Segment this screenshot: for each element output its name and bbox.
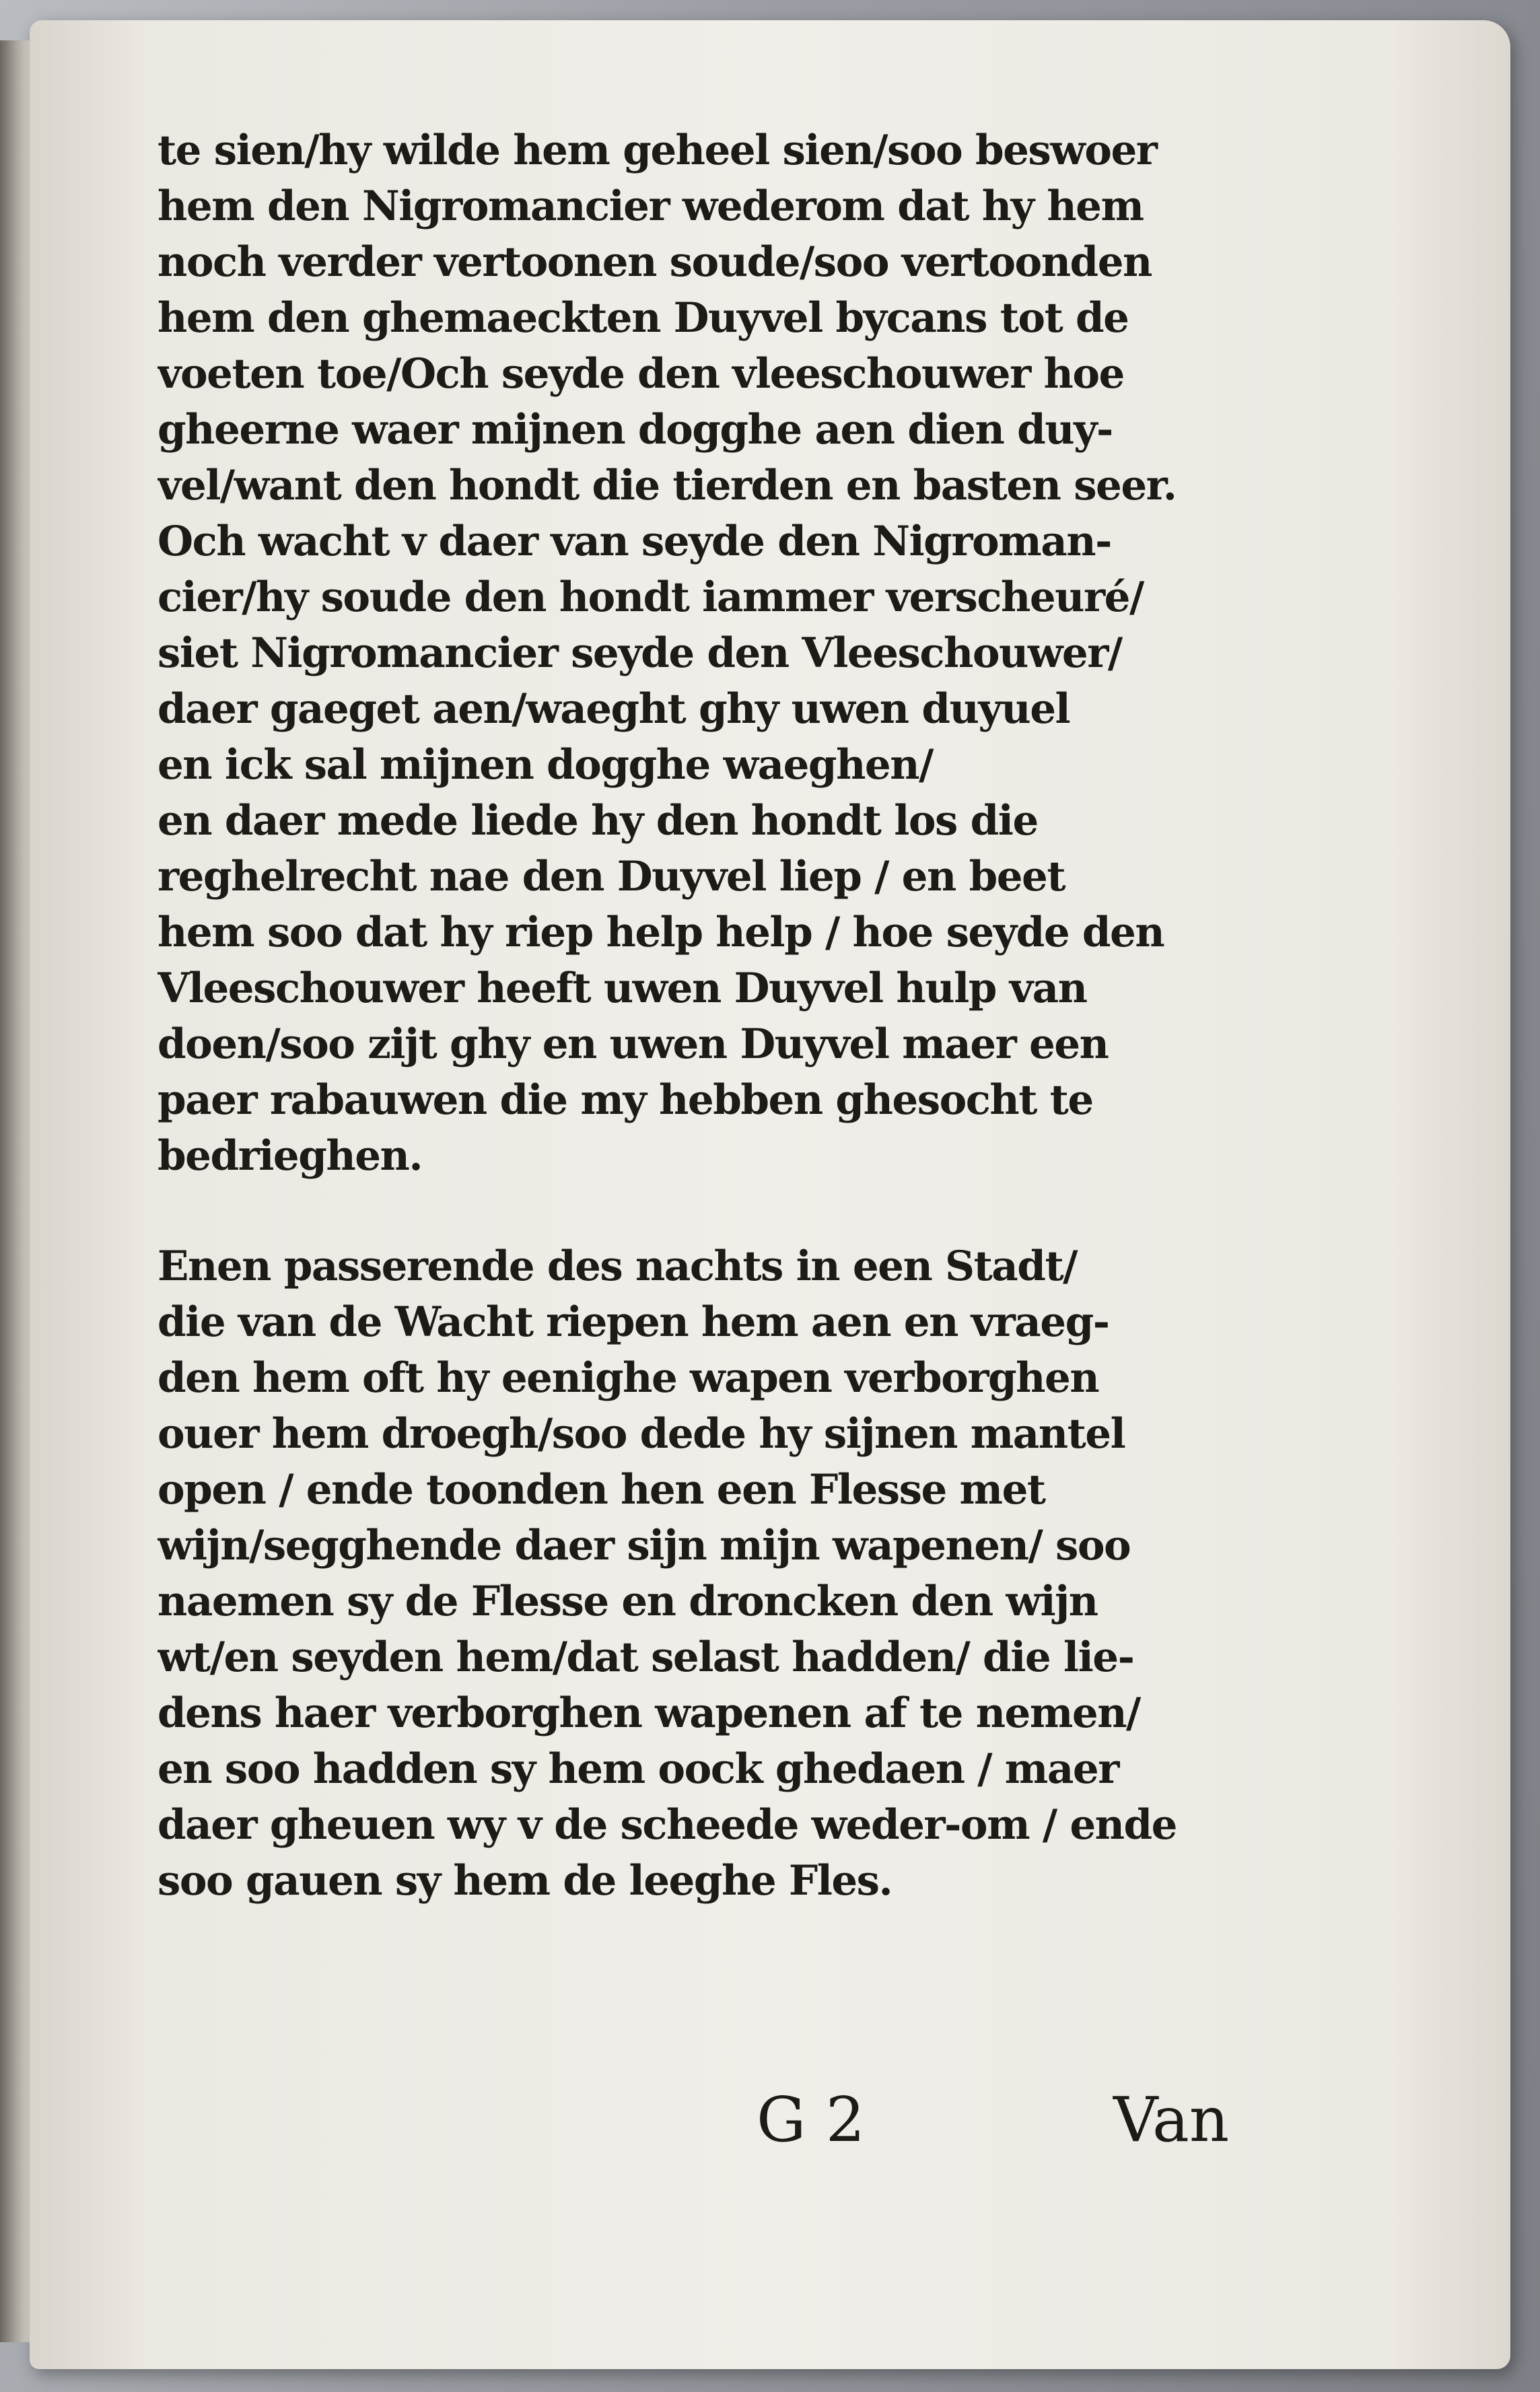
text-line: hem soo dat hy riep help help / hoe seyde den (158, 909, 1164, 956)
text-line: gheerne waer mijnen dogghe aen dien duy- (158, 406, 1113, 454)
text-line: open / ende toonden hen een Flesse met (158, 1466, 1045, 1514)
text-line: Vleeschouwer heeft uwen Duyvel hulp van (158, 964, 1087, 1012)
text-line: Och wacht v daer van seyde den Nigroman- (158, 518, 1111, 565)
text-line: bedrieghen. (158, 1132, 423, 1180)
text-line: voeten toe/Och seyde den vleeschouwer hoe (158, 350, 1124, 398)
text-line: doen/soo zijt ghy en uwen Duyvel maer een (158, 1020, 1109, 1068)
text-line: ouer hem droegh/soo dede hy sijnen mantel (158, 1410, 1125, 1458)
text-line: cier/hy soude den hondt iammer verscheuré/ (158, 573, 1144, 621)
text-line: vel/want den hondt die tierden en basten seer. (158, 462, 1177, 509)
text-line: dens haer verborghen wapenen af te nemen/ (158, 1689, 1140, 1737)
text-line: naemen sy de Flesse en droncken den wijn (158, 1578, 1098, 1625)
paragraph-2 (158, 1238, 1261, 1909)
text-line: te sien/hy wilde hem geheel sien/soo beswoer (158, 127, 1157, 174)
paragraph-1 (158, 122, 1261, 1184)
text-line: en ick sal mijnen dogghe waeghen/ (158, 741, 933, 789)
text-line: daer gaeget aen/waeght ghy uwen duyuel (158, 685, 1070, 733)
text-line: soo gauen sy hem de leeghe Fles. (158, 1857, 893, 1905)
catchword: Van (1113, 2084, 1230, 2156)
text-line: wt/en seyden hem/dat selast hadden/ die lie- (158, 1633, 1134, 1681)
signature-mark: G 2 (757, 2084, 866, 2156)
text-line: hem den ghemaeckten Duyvel bycans tot de (158, 294, 1129, 342)
text-line: siet Nigromancier seyde den Vleeschouwer/ (158, 629, 1122, 677)
book-page (30, 20, 1510, 2369)
text-line: die van de Wacht riepen hem aen en vraeg- (158, 1298, 1109, 1346)
text-line: den hem oft hy eenighe wapen verborghen (158, 1354, 1099, 1402)
text-line: noch verder vertoonen soude/soo vertoonden (158, 238, 1152, 286)
text-line: reghelrecht nae den Duyvel liep / en beet (158, 853, 1065, 901)
text-line: en daer mede liede hy den hondt los die (158, 797, 1038, 845)
text-line: wijn/segghende daer sijn mijn wapenen/ soo (158, 1522, 1131, 1570)
text-line: daer gheuen wy v de scheede weder-om / ende (158, 1801, 1177, 1849)
text-line: hem den Nigromancier wederom dat hy hem (158, 182, 1144, 230)
text-line: paer rabauwen die my hebben ghesocht te (158, 1076, 1093, 1124)
text-line: en soo hadden sy hem oock ghedaen / maer (158, 1745, 1119, 1793)
text-line: Enen passerende des nachts in een Stadt/ (158, 1242, 1077, 1290)
